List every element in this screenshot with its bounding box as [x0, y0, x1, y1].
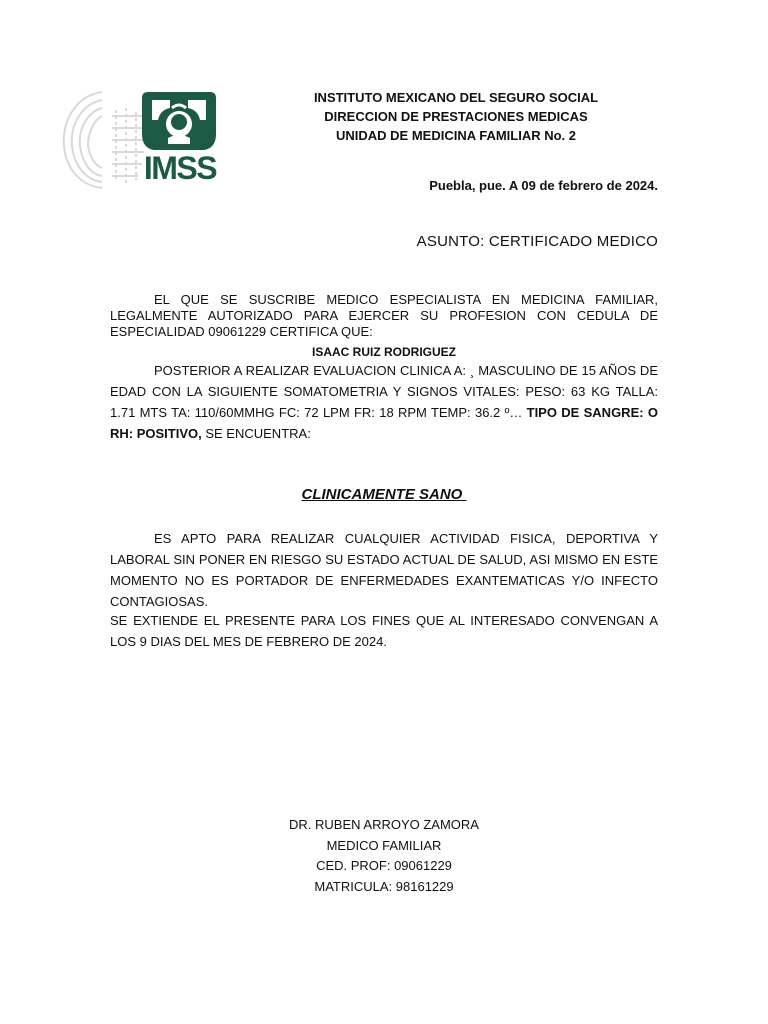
- evaluation-text: POSTERIOR A REALIZAR EVALUACION CLINICA A: ¸ MASCULINO DE 15 AÑOS DE EDAD CON LA SIGUIENTE SOMATOMETRIA Y SIGNOS VITALES: PESO: 63 KG TALLA: 1.71 MTS TA: 110/60MMHG FC: 72 LPM FR: 18 RPM TEMP: 36.2 º…: [110, 363, 658, 420]
- doctor-role: MEDICO FAMILIAR: [326, 837, 442, 853]
- evaluation-tail: SE ENCUENTRA:: [201, 426, 311, 441]
- subject-line: ASUNTO: CERTIFICADO MEDICO: [416, 233, 658, 250]
- doctor-license: CED. PROF: 09061229: [316, 858, 452, 873]
- patient-name: ISAAC RUIZ RODRIGUEZ: [312, 345, 456, 359]
- direction-name: DIRECCION DE PRESTACIONES MEDICAS: [324, 109, 588, 124]
- doctor-name: DR. RUBEN ARROYO ZAMORA: [289, 817, 479, 832]
- intro-paragraph: EL QUE SE SUSCRIBE MEDICO ESPECIALISTA EN MEDICINA FAMILIAR, LEGALMENTE AUTORIZADO PARA EJERCER SU PROFESION CON CEDULA DE ESPECIALIDAD 09061229 CERTIFICA QUE:: [110, 292, 658, 339]
- institution-name: INSTITUTO MEXICANO DEL SEGURO SOCIAL: [313, 90, 599, 105]
- diagnosis-title: CLINICAMENTE SANO: [301, 486, 467, 503]
- unit-name: UNIDAD DE MEDICINA FAMILIAR No. 2: [335, 128, 577, 143]
- signature-block: [110, 815, 658, 897]
- national-emblem-watermark: [56, 86, 148, 192]
- closing-paragraph: SE EXTIENDE EL PRESENTE PARA LOS FINES QUE AL INTERESADO CONVENGAN A LOS 9 DIAS DEL MES DE FEBRERO DE 2024.: [110, 613, 658, 649]
- fitness-paragraph: ES APTO PARA REALIZAR CUALQUIER ACTIVIDAD FISICA, DEPORTIVA Y LABORAL SIN PONER EN RIESGO SU ESTADO ACTUAL DE SALUD, ASI MISMO EN ESTE MOMENTO NO ES PORTADOR DE ENFERMEDADES EXANTEMATICAS Y/O INFECTO CONTAGIOSAS.: [110, 531, 658, 609]
- doctor-id: MATRICULA: 98161229: [314, 878, 454, 894]
- place-date: Puebla, pue. A 09 de febrero de 2024.: [429, 178, 658, 193]
- imss-logo-text: IMSS: [143, 150, 217, 186]
- evaluation-paragraph: [110, 360, 658, 444]
- institution-header: [250, 88, 662, 145]
- blood-type: TIPO DE SANGRE: O RH: POSITIVO,: [110, 405, 658, 441]
